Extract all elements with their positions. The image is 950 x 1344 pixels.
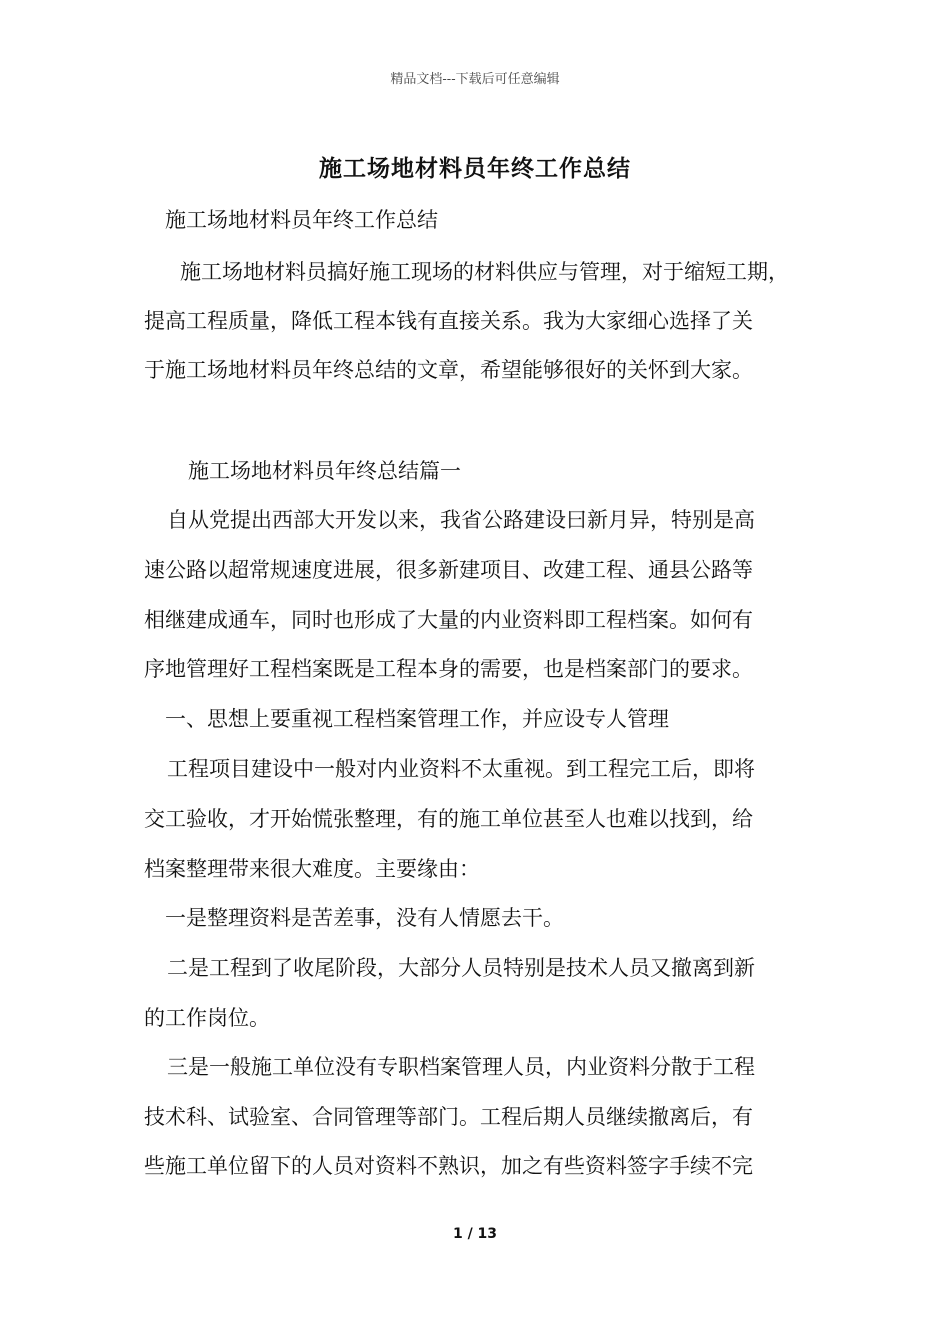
body-line: 交工验收，才开始慌张整理，有的施工单位甚至人也难以找到，给 [144, 807, 753, 831]
body-line: 提高工程质量，降低工程本钱有直接关系。我为大家细心选择了关 [144, 309, 753, 333]
page-header: 精品文档---下载后可任意编辑 [390, 72, 560, 87]
body-line: 序地管理好工程档案既是工程本身的需要，也是档案部门的要求。 [144, 657, 753, 681]
body-line: 工程项目建设中一般对内业资料不太重视。到工程完工后，即将 [167, 757, 755, 781]
body-line: 些施工单位留下的人员对资料不熟识，加之有些资料签字手续不完 [144, 1154, 753, 1178]
body-line: 施工场地材料员搞好施工现场的材料供应与管理，对于缩短工期， [180, 260, 789, 284]
body-line: 速公路以超常规速度进展，很多新建项目、改建工程、通县公路等 [144, 558, 753, 582]
body-line: 二是工程到了收尾阶段，大部分人员特别是技术人员又撤离到新 [167, 956, 755, 980]
body-line: 一是整理资料是苦差事，没有人情愿去干。 [165, 906, 564, 930]
body-line: 档案整理带来很大难度。主要缘由： [144, 857, 480, 881]
body-line: 技术科、试验室、合同管理等部门。工程后期人员继续撤离后，有 [144, 1105, 753, 1129]
body-line: 的工作岗位。 [144, 1006, 270, 1030]
document-title: 施工场地材料员年终工作总结 [319, 155, 631, 182]
body-line: 相继建成通车，同时也形成了大量的内业资料即工程档案。如何有 [144, 608, 753, 632]
body-line: 自从党提出西部大开发以来，我省公路建设曰新月异，特别是高 [167, 508, 755, 532]
subheading: 一、思想上要重视工程档案管理工作，并应设专人管理 [165, 707, 669, 731]
page-number: 1 / 13 [452, 1226, 498, 1242]
body-line: 施工场地材料员年终工作总结 [165, 208, 438, 232]
body-line: 三是一般施工单位没有专职档案管理人员，内业资料分散于工程 [167, 1055, 755, 1079]
section-heading: 施工场地材料员年终总结篇一 [188, 459, 461, 483]
body-line: 于施工场地材料员年终总结的文章，希望能够很好的关怀到大家。 [144, 358, 753, 382]
